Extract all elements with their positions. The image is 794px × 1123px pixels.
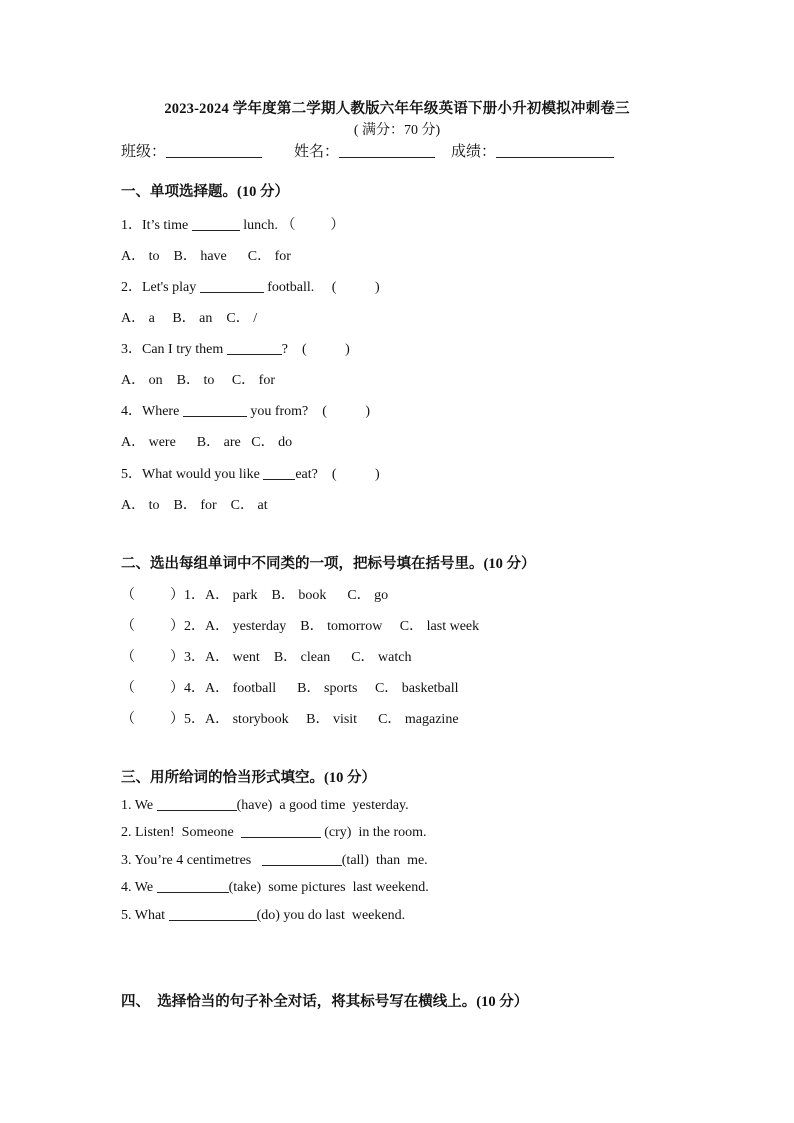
s3-q1-text: 1. We (121, 798, 157, 813)
s1-question-1 (121, 214, 344, 234)
s3-q1-blank[interactable] (157, 797, 237, 811)
s3-question-5 (121, 907, 405, 924)
section2-heading: 二、选出每组单词中不同类的一项，把标号填在括号里。(10 分） (121, 556, 536, 572)
s3-q5-blank[interactable] (169, 907, 257, 921)
s1-q4-options: A． were B． are C． do (121, 435, 293, 450)
s2-item-4: （ ）4．A． football B． sports C． basketball (121, 681, 459, 696)
s1-question-2 (121, 276, 380, 296)
name-field[interactable] (339, 143, 435, 158)
s1-q4-text: 4．Where (121, 404, 183, 419)
name-label: 姓名： (294, 144, 340, 160)
s3-q5-text-end: (do) you do last weekend. (256, 908, 406, 923)
s1-q5-blank[interactable] (263, 466, 295, 480)
s3-q2-blank[interactable] (241, 824, 321, 838)
section1-heading: 一、单项选择题。(10 分） (121, 184, 289, 200)
s2-item-5: （ ）5．A． storybook B． visit C． magazine (121, 712, 459, 727)
s1-q1-text-end: lunch. （ ） (239, 218, 345, 233)
s3-q4-blank[interactable] (157, 879, 229, 893)
s3-q4-text: 4. We (121, 880, 157, 895)
s3-question-4 (121, 879, 429, 896)
s1-question-5 (121, 463, 380, 483)
section4-heading: 四、 选择恰当的句子补全对话，将其标号写在横线上。(10 分） (121, 994, 529, 1010)
s3-question-2 (121, 824, 427, 841)
s1-question-3 (121, 338, 350, 358)
s1-q1-blank[interactable] (192, 217, 240, 231)
s2-item-1: （ ）1．A． park B． book C． go (121, 588, 389, 603)
s1-q3-options: A． on B． to C． for (121, 373, 275, 388)
s1-q4-blank[interactable] (183, 403, 247, 417)
s1-q1-options: A． to B． have C． for (121, 249, 291, 264)
s1-q5-text-end: eat? ( ) (295, 467, 380, 482)
s3-q3-text: 3. You’re 4 centimetres (121, 853, 262, 868)
s3-q2-text: 2. Listen! Someone (121, 825, 241, 840)
s3-q1-text-end: (have) a good time yesterday. (236, 798, 409, 813)
section3-heading: 三、用所给词的恰当形式填空。(10 分） (121, 770, 376, 786)
s3-q3-blank[interactable] (262, 852, 342, 866)
s1-q1-text: 1．It’s time (121, 218, 192, 233)
s1-question-4 (121, 400, 370, 420)
s3-q4-text-end: (take) some pictures last weekend. (228, 880, 429, 895)
s1-q3-text: 3．Can I try them (121, 342, 227, 357)
page-title: 2023-2024 学年度第二学期人教版六年年级英语下册小升初模拟冲刺卷三 (164, 101, 630, 117)
score-field[interactable] (496, 143, 614, 158)
s1-q3-text-end: ? ( ) (281, 342, 350, 357)
s1-q4-text-end: you from? ( ) (246, 404, 371, 419)
s3-q2-text-end: (cry) in the room. (320, 825, 427, 840)
student-info-row (121, 140, 614, 161)
s1-q5-text: 5．What would you like (121, 467, 264, 482)
score-label: 成绩： (451, 144, 497, 160)
class-field[interactable] (166, 143, 262, 158)
s2-item-2: （ ）2．A． yesterday B． tomorrow C． last week (121, 619, 480, 634)
s1-q5-options: A． to B． for C． at (121, 498, 268, 513)
s1-q3-blank[interactable] (227, 341, 282, 355)
s3-question-3 (121, 852, 428, 869)
s1-q2-blank[interactable] (200, 279, 264, 293)
class-label: 班级： (121, 144, 167, 160)
s3-q3-text-end: (tall) than me. (341, 853, 428, 868)
s3-q5-text: 5. What (121, 908, 169, 923)
s1-q2-options: A． a B． an C． / (121, 311, 258, 326)
page-subtitle: ( 满分：70 分) (353, 123, 441, 138)
s2-item-3: （ ）3．A． went B． clean C． watch (121, 650, 412, 665)
s3-question-1 (121, 797, 409, 814)
s1-q2-text: 2．Let's play (121, 280, 200, 295)
s1-q2-text-end: football. ( ) (263, 280, 380, 295)
